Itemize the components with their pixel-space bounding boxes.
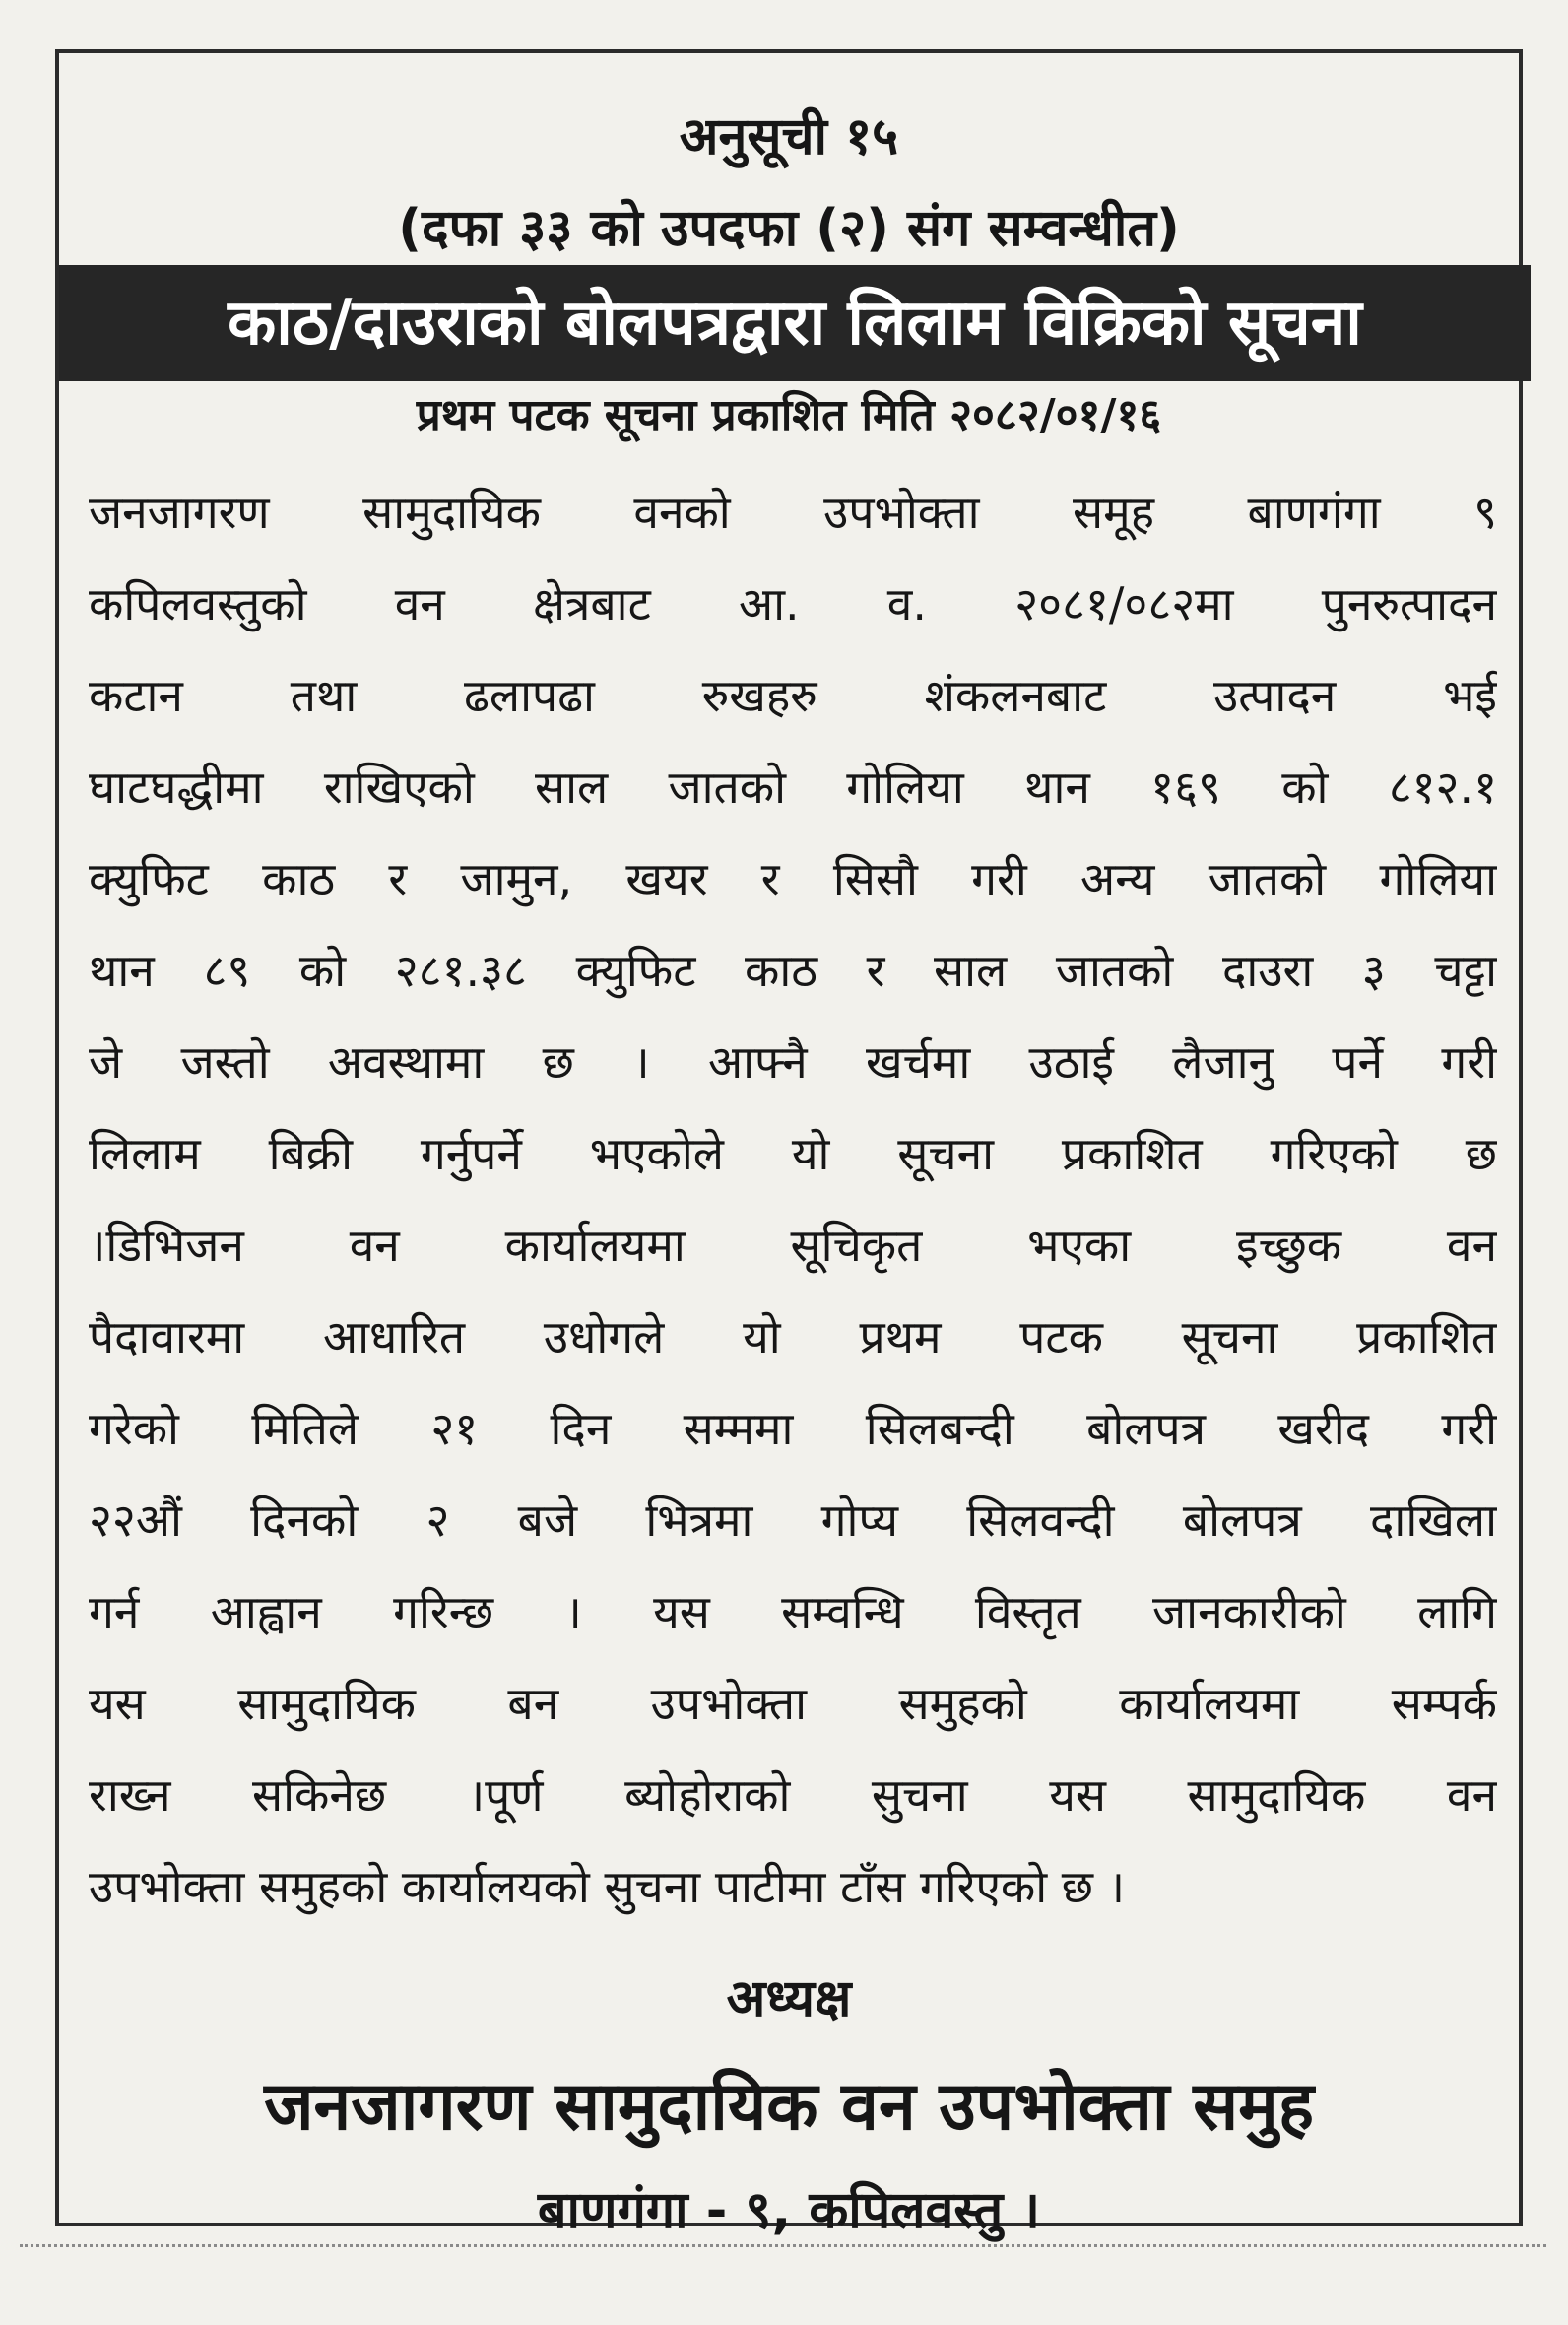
body-line: गर्न आह्वान गरिन्छ । यस सम्वन्धि विस्तृत जानकारीको लागि (89, 1585, 1497, 1638)
signatory-title: अध्यक्ष (726, 1969, 852, 2028)
body-line: कटान तथा ढलापढा रुखहरु शंकलनबाट उत्पादन भई (89, 669, 1497, 722)
body-line: थान ८९ को २८१.३८ क्युफिट काठ र साल जातको दाउरा ३ चट्टा (89, 944, 1497, 997)
body-line: लिलाम बिक्री गर्नुपर्ने भएकोले यो सूचना प्रकाशित गरिएको छ (89, 1127, 1497, 1180)
body-line: राख्न सकिनेछ ।पूर्ण ब्योहोराको सुचना यस सामुदायिक वन (89, 1768, 1497, 1822)
notice-body (89, 467, 1497, 1933)
body-line: जनजागरण सामुदायिक वनको उपभोक्ता समूह बाणगंगा ९ (89, 486, 1497, 539)
publication-date: प्रथम पटक सूचना प्रकाशित मिति २०८२/०१/१६ (416, 390, 1162, 440)
body-line: घाटघद्धीमा राखिएको साल जातको गोलिया थान १६९ को ८१२.१ (89, 761, 1497, 814)
body-line: ।डिभिजन वन कार्यालयमा सूचिकृत भएका इच्छुक वन (89, 1219, 1497, 1272)
body-line: यस सामुदायिक बन उपभोक्ता समुहको कार्यालयमा सम्पर्क (89, 1677, 1497, 1730)
notice-frame (55, 49, 1523, 2240)
body-line: उपभोक्ता समुहको कार्यालयको सुचना पाटीमा टाँस गरिएको छ । (89, 1860, 1126, 1913)
body-line: गरेको मितिले २१ दिन सम्ममा सिलबन्दी बोलपत्र खरीद गरी (89, 1402, 1497, 1455)
body-line: जे जस्तो अवस्थामा छ । आफ्नै खर्चमा उठाई लैजानु पर्ने गरी (89, 1035, 1497, 1089)
schedule-heading: अनुसूची १५ (679, 107, 899, 166)
notice-title-banner: काठ/दाउराको बोलपत्रद्वारा लिलाम विक्रिको सूचना (59, 265, 1531, 381)
body-line: कपिलवस्तुको वन क्षेत्रबाट आ. व. २०८१/०८२मा पुनरुत्पादन (89, 577, 1497, 631)
body-line: क्युफिट काठ र जामुन, खयर र सिसौ गरी अन्य जातको गोलिया (89, 852, 1497, 905)
organization-address: बाणगंगा - ९, कपिलवस्तु । (537, 2181, 1041, 2240)
organization-name: जनजागरण सामुदायिक वन उपभोक्ता समुह (264, 2068, 1314, 2146)
body-line: पैदावारमा आधारित उधोगले यो प्रथम पटक सूचना प्रकाशित (89, 1310, 1497, 1363)
body-line: २२औं दिनको २ बजे भित्रमा गोप्य सिलवन्दी बोलपत्र दाखिला (89, 1494, 1497, 1547)
section-reference: (दफा ३३ को उपदफा (२) संग सम्वन्धीत) (398, 199, 1180, 258)
bottom-dotted-rule (20, 2244, 1546, 2247)
